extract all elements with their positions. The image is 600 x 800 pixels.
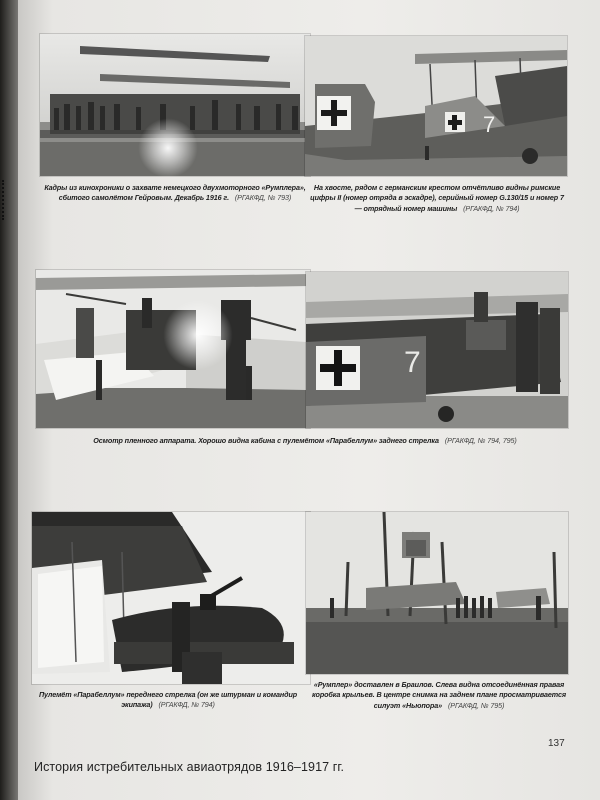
caption-4-text: Пулемёт «Парабеллум» переднего стрелка (он же штурман и командир экипажа): [38, 690, 298, 710]
spine-text-mark: [2, 180, 10, 220]
caption-4: [36, 690, 300, 711]
running-footer-title: История истребительных авиаотрядов 1916–1917 гг.: [34, 760, 345, 774]
caption-2-ref: (РГАКФД, № 794): [463, 203, 520, 213]
photo-tail-cross: [305, 36, 567, 176]
tail-numeral-large: 7: [404, 346, 421, 379]
flash-glare-2: [163, 300, 233, 370]
caption-4-ref: (РГАКФД, № 794): [158, 700, 215, 710]
caption-5: [308, 680, 570, 711]
caption-2-text: На хвосте, рядом с германским крестом отчётливо видны римские цифры II (номер отряда в эскадре), серийный номер G.130/15 и номер 7 — отрядный номер машины: [310, 183, 564, 213]
caption-5-ref: (РГАКФД, № 795): [447, 700, 505, 710]
caption-2: [306, 183, 568, 214]
book-page: [18, 0, 600, 800]
caption-1-text: Кадры из кинохроники о захвате немецкого двухмоторного «Румплера», сбитого самолётом Гейровым. Декабрь 1916 г.: [44, 183, 306, 203]
tail-numeral-small: 7: [483, 112, 496, 137]
caption-3: [42, 436, 568, 446]
caption-5-text: «Румплер» доставлен в Браилов. Слева видна отсоединённая правая коробка крыльев. В центре снимка на заднем плане просматривается силуэт «Ньюпора»: [312, 680, 566, 710]
photo-fuselage-cross: [306, 272, 568, 428]
caption-1-ref: (РГАКФД, № 793): [234, 193, 292, 203]
photo-brailov-field: [306, 512, 568, 674]
photo-front-gunner: [32, 512, 310, 684]
caption-1: [42, 183, 308, 204]
flash-glare: [138, 118, 198, 178]
page-number: 137: [548, 738, 565, 749]
caption-3-ref: (РГАКФД, № 794, 795): [444, 436, 517, 445]
caption-3-text: Осмотр пленного аппарата. Хорошо видна кабина с пулемётом «Парабеллум» заднего стрелка: [93, 436, 439, 445]
